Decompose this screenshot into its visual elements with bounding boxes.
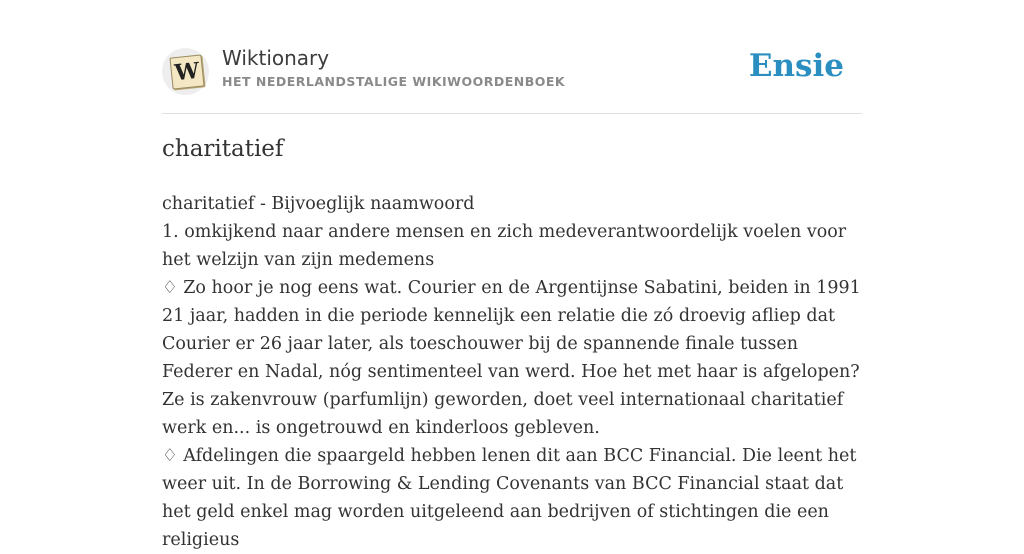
page-title: charitatief xyxy=(162,136,284,162)
entry-definition: 1. omkijkend naar andere mensen en zich medeverantwoordelijk voelen voor het welzijn van zijn medemens xyxy=(162,222,847,270)
site-header xyxy=(162,44,862,114)
wiktionary-logo[interactable] xyxy=(162,48,209,95)
entry-content xyxy=(162,190,862,554)
site-name[interactable]: Wiktionary xyxy=(222,46,330,70)
entry-heading: charitatief - Bijvoeglijk naamwoord xyxy=(162,194,475,214)
example-sentence: ♢ Zo hoor je nog eens wat. Courier en de Argentijnse Sabatini, beiden in 1991 21 jaar, hadden in die periode kennelijk een relatie die zó droevig afliep dat Courier er 26 jaar later, als toeschouwer bij de spannende finale tussen Federer en Nadal, nóg sentimenteel van werd. Hoe het met haar is afgelopen? Ze is zakenvrouw (parfumlijn) geworden, doet veel internationaal charitatief werk en... is ongetrouwd en kinderloos gebleven. xyxy=(162,278,861,438)
wiktionary-logo-icon: W xyxy=(169,54,204,89)
site-subtitle: HET NEDERLANDSTALIGE WIKIWOORDENBOEK xyxy=(222,74,566,89)
example-sentence: ♢ Afdelingen die spaargeld hebben lenen dit aan BCC Financial. Die leent het weer uit. In de Borrowing & Lending Covenants van BCC Financial staat dat het geld enkel mag worden uitgeleend aan bedrijven of stichtingen die een religieus xyxy=(162,446,857,550)
ensie-logo[interactable]: Ensie xyxy=(748,48,844,84)
